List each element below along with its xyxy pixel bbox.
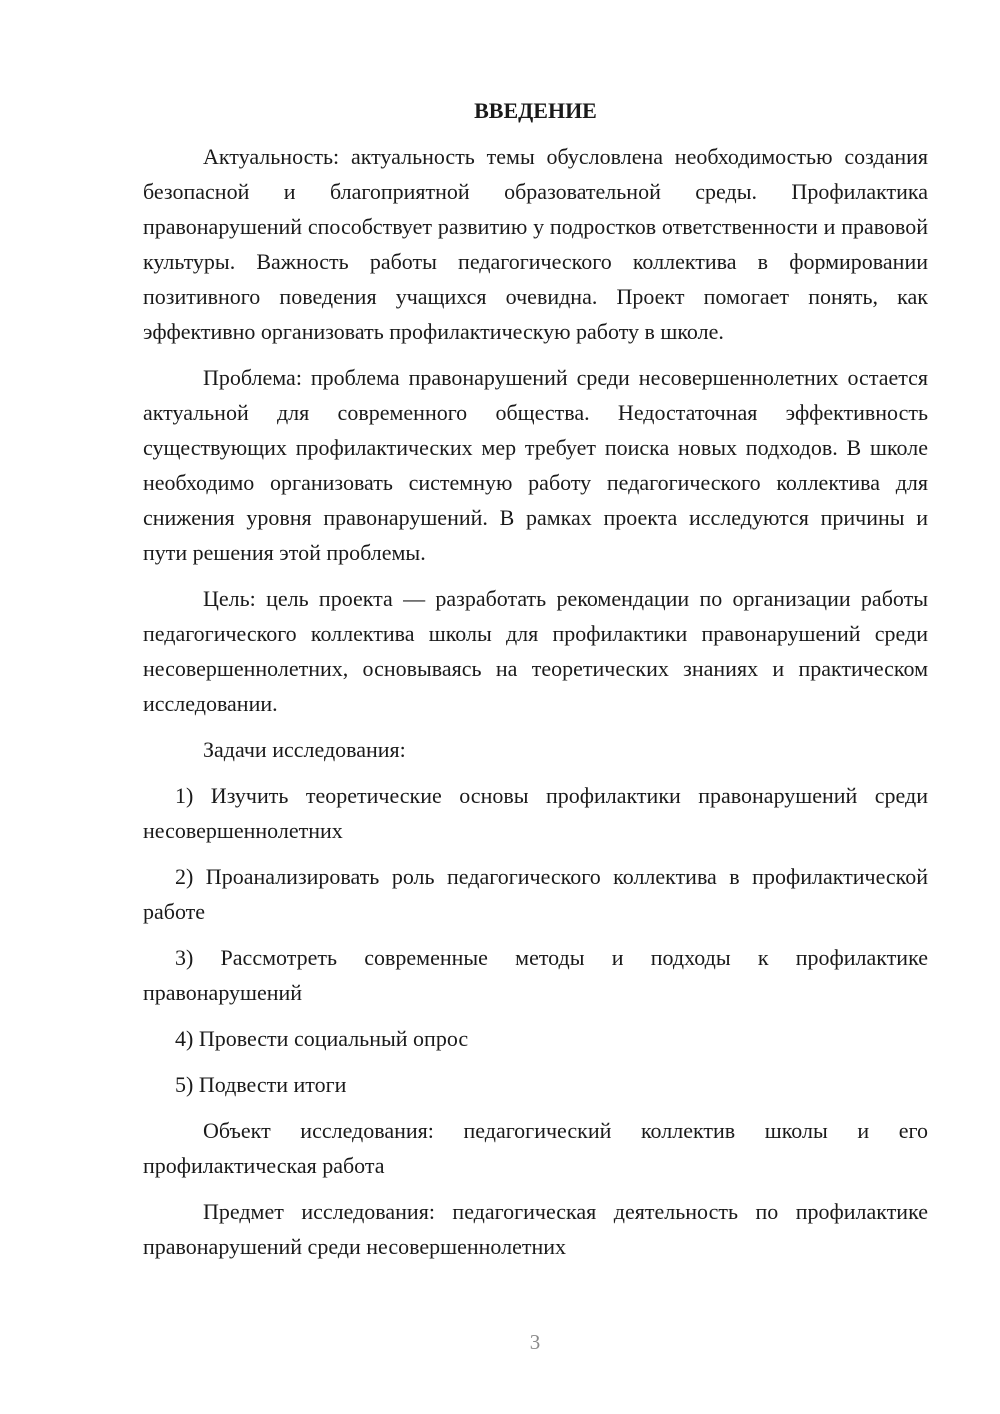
task-item: 5) Подвести итоги (175, 1072, 347, 1097)
page-number: 3 (529, 1330, 541, 1354)
goal-paragraph: Цель: цель проекта — разработать рекомендации по организации работы педагогического коллектива школы для профилактики правонарушений среди несовершеннолетних, основываясь на теоретических знаниях и практическом исследовании. (143, 586, 928, 716)
page-title: ВВЕДЕНИЕ (474, 98, 597, 123)
relevance-paragraph: Актуальность: актуальность темы обусловлена необходимостью создания безопасной и благоприятной образовательной среды. Профилактика правонарушений способствует развитию у подростков ответственности и правовой культуры. Важность работы педагогического коллектива в формировании позитивного поведения учащихся очевидна. Проект помогает понять, как эффективно организовать профилактическую работу в школе. (143, 144, 928, 344)
problem-paragraph: Проблема: проблема правонарушений среди несовершеннолетних остается актуальной для современного общества. Недостаточная эффективность существующих профилактических мер требует поиска новых подходов. В школе необходимо организовать системную работу педагогического коллектива для снижения уровня правонарушений. В рамках проекта исследуются причины и пути решения этой проблемы. (143, 365, 928, 565)
page-content (143, 93, 928, 1275)
task-item: 3) Рассмотреть современные методы и подходы к профилактике правонарушений (143, 945, 928, 1005)
task-item: 1) Изучить теоретические основы профилактики правонарушений среди несовершеннолетних (143, 783, 928, 843)
task-item: 2) Проанализировать роль педагогического коллектива в профилактической работе (143, 864, 928, 924)
subject-paragraph: Предмет исследования: педагогическая деятельность по профилактике правонарушений среди несовершеннолетних (143, 1199, 928, 1259)
object-paragraph: Объект исследования: педагогический коллектив школы и его профилактическая работа (143, 1118, 928, 1178)
tasks-heading: Задачи исследования: (203, 737, 406, 762)
task-item: 4) Провести социальный опрос (175, 1026, 469, 1051)
